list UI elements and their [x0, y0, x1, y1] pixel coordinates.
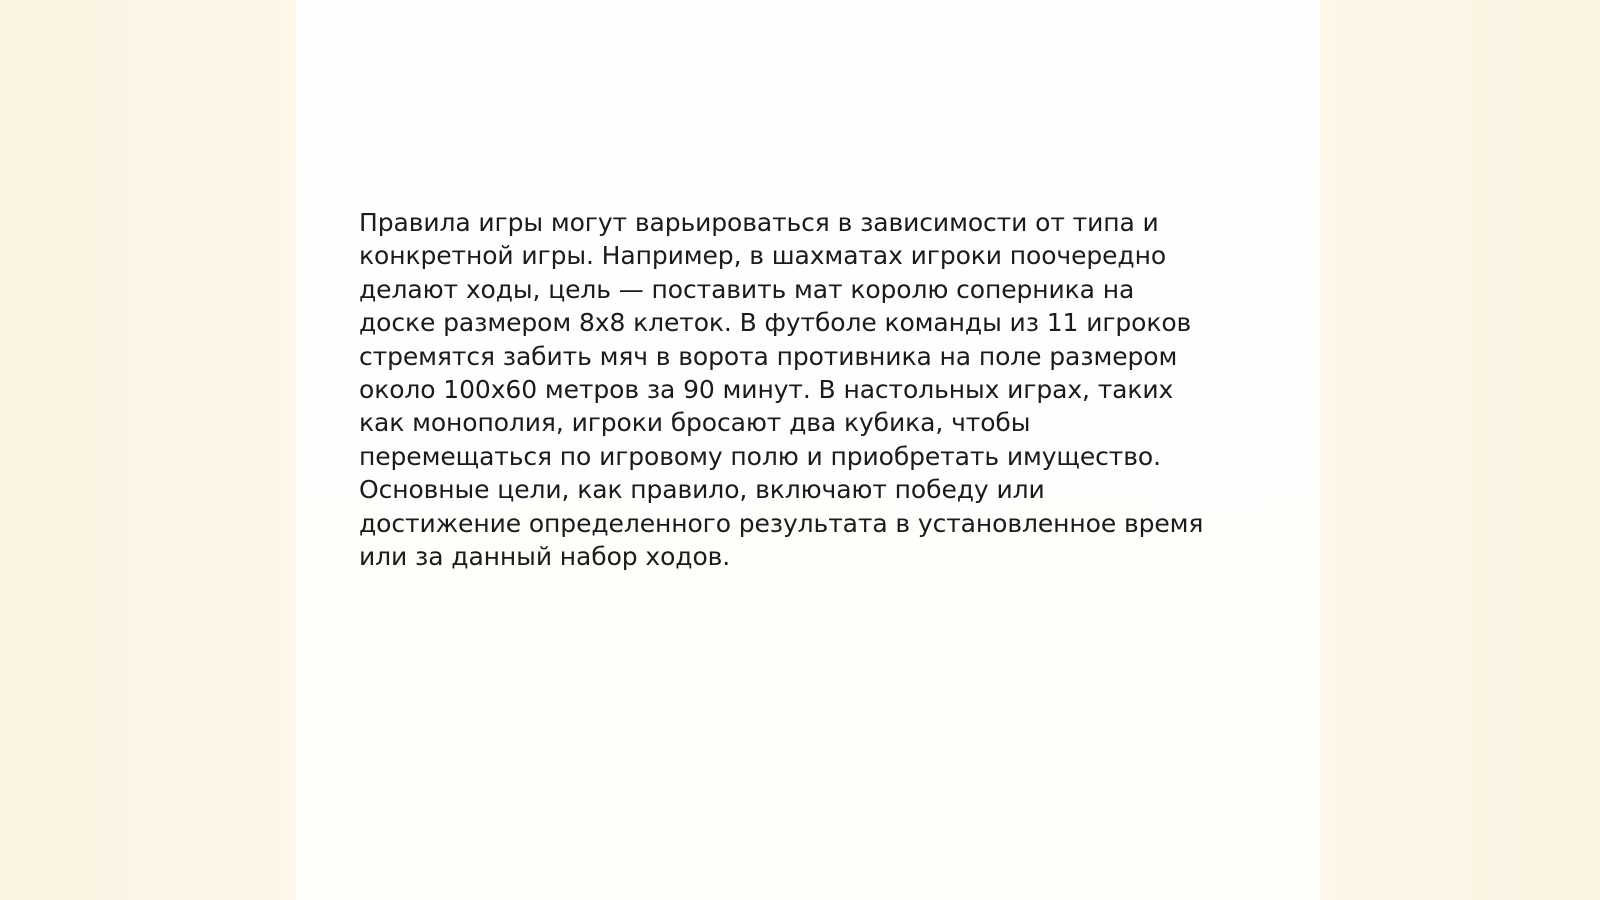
paragraph-line: как монополия, игроки бросают два кубика, чтобы	[359, 408, 1031, 438]
right-margin-background	[1320, 0, 1600, 900]
paragraph-line: конкретной игры. Например, в шахматах игроки поочередно	[359, 241, 1167, 271]
paragraph-line: стремятся забить мяч в ворота противника на поле размером	[359, 341, 1178, 371]
paragraph-line: Правила игры могут варьироваться в зависимости от типа и	[359, 208, 1159, 237]
paragraph-line: доске размером 8x8 клеток. В футболе команды из 11 игроков	[359, 308, 1192, 338]
paragraph-line: или за данный набор ходов.	[359, 542, 731, 572]
body-paragraph	[359, 206, 1239, 573]
paragraph-line: перемещаться по игровому полю и приобретать имущество.	[359, 441, 1161, 471]
left-margin-background	[0, 0, 296, 900]
paragraph-line: около 100x60 метров за 90 минут. В настольных играх, таких	[359, 375, 1174, 405]
paragraph-line: достижение определенного результата в установленное время	[359, 508, 1204, 538]
document-page	[296, 0, 1320, 900]
paragraph-line: делают ходы, цель — поставить мат королю соперника на	[359, 274, 1135, 304]
paragraph-line: Основные цели, как правило, включают победу или	[359, 475, 1045, 505]
